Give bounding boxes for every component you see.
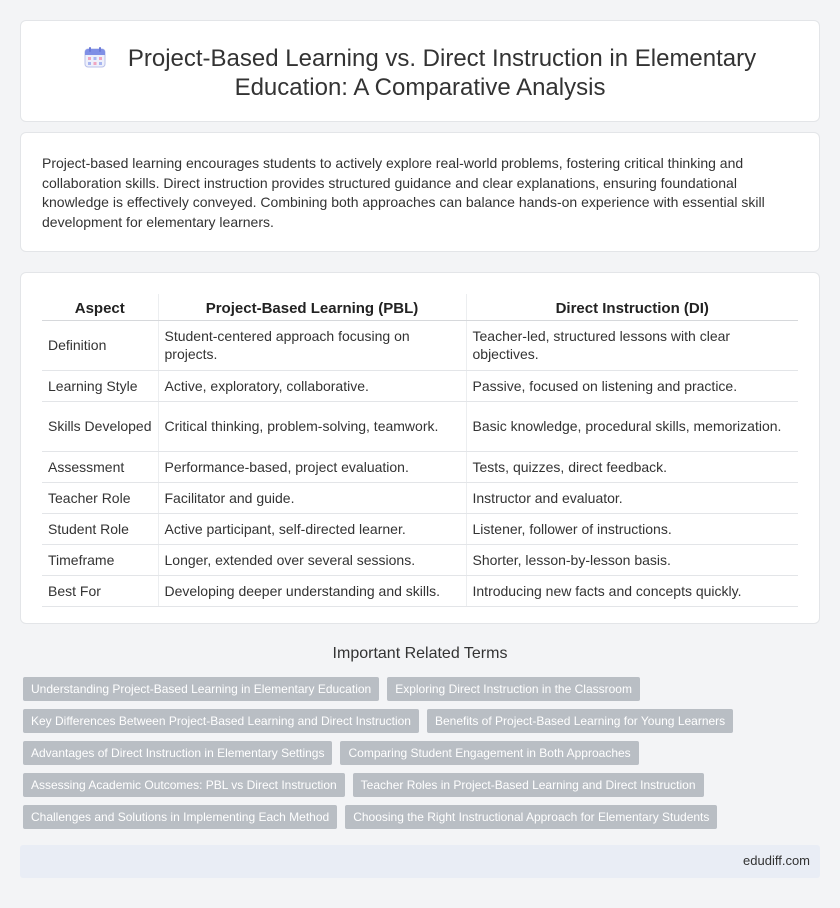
related-terms-list [23, 677, 823, 837]
table-cell-di: Basic knowledge, procedural skills, memorization. [466, 401, 798, 451]
table-cell-di: Listener, follower of instructions. [466, 513, 798, 544]
table-cell-aspect: Assessment [42, 451, 158, 482]
page-title-text: Project-Based Learning vs. Direct Instruction in Elementary Education: A Comparative Analysis [127, 45, 757, 101]
table-cell-aspect: Definition [42, 320, 158, 370]
related-term-tag[interactable]: Advantages of Direct Instruction in Elementary Settings [23, 741, 332, 765]
tag-row [23, 677, 823, 701]
header-di: Direct Instruction (DI) [466, 294, 798, 320]
table-header-row [42, 294, 798, 320]
related-term-tag[interactable]: Choosing the Right Instructional Approach for Elementary Students [345, 805, 717, 829]
table-cell-aspect: Skills Developed [42, 401, 158, 451]
table-cell-aspect: Timeframe [42, 544, 158, 575]
table-cell-di: Passive, focused on listening and practice. [466, 370, 798, 401]
header-aspect: Aspect [42, 294, 158, 320]
related-term-tag[interactable]: Teacher Roles in Project-Based Learning and Direct Instruction [353, 773, 704, 797]
table-cell-di: Instructor and evaluator. [466, 482, 798, 513]
related-term-tag[interactable]: Benefits of Project-Based Learning for Young Learners [427, 709, 733, 733]
table-cell-aspect: Best For [42, 575, 158, 606]
table-row [42, 320, 798, 370]
footer [20, 845, 820, 878]
table-cell-di: Teacher-led, structured lessons with clear objectives. [466, 320, 798, 370]
comparison-table [42, 294, 798, 607]
table-cell-pbl: Performance-based, project evaluation. [158, 451, 466, 482]
table-row [42, 513, 798, 544]
calendar-icon [84, 46, 106, 68]
table-row [42, 544, 798, 575]
related-term-tag[interactable]: Exploring Direct Instruction in the Classroom [387, 677, 640, 701]
table-row [42, 370, 798, 401]
tag-row [23, 709, 823, 733]
related-term-tag[interactable]: Comparing Student Engagement in Both Approaches [340, 741, 638, 765]
related-term-tag[interactable]: Understanding Project-Based Learning in Elementary Education [23, 677, 379, 701]
title-wrap [61, 44, 779, 102]
table-cell-di: Tests, quizzes, direct feedback. [466, 451, 798, 482]
comparison-table-card [20, 272, 820, 624]
table-cell-aspect: Learning Style [42, 370, 158, 401]
intro-card [20, 132, 820, 252]
tag-row [23, 741, 823, 765]
table-cell-pbl: Critical thinking, problem-solving, teamwork. [158, 401, 466, 451]
header-pbl: Project-Based Learning (PBL) [158, 294, 466, 320]
title-card [20, 20, 820, 122]
tag-row [23, 805, 823, 829]
related-term-tag[interactable]: Challenges and Solutions in Implementing Each Method [23, 805, 337, 829]
table-cell-pbl: Active, exploratory, collaborative. [158, 370, 466, 401]
table-cell-pbl: Developing deeper understanding and skills. [158, 575, 466, 606]
table-cell-aspect: Student Role [42, 513, 158, 544]
table-cell-di: Introducing new facts and concepts quickly. [466, 575, 798, 606]
table-cell-pbl: Student-centered approach focusing on projects. [158, 320, 466, 370]
table-row [42, 482, 798, 513]
table-cell-aspect: Teacher Role [42, 482, 158, 513]
related-term-tag[interactable]: Key Differences Between Project-Based Learning and Direct Instruction [23, 709, 419, 733]
table-row [42, 401, 798, 451]
table-cell-di: Shorter, lesson-by-lesson basis. [466, 544, 798, 575]
table-cell-pbl: Longer, extended over several sessions. [158, 544, 466, 575]
intro-text: Project-based learning encourages students to actively explore real-world problems, fostering critical thinking and collaboration skills. Direct instruction provides structured guidance and clear explanations, ensuring foundational knowledge is effectively conveyed. Combining both approaches can balance hands-on experience with essential skill development for elementary learners. [42, 155, 765, 230]
table-cell-pbl: Facilitator and guide. [158, 482, 466, 513]
page-title [61, 44, 779, 102]
footer-site-link[interactable]: edudiff.com [743, 853, 810, 868]
related-term-tag[interactable]: Assessing Academic Outcomes: PBL vs Direct Instruction [23, 773, 345, 797]
table-row [42, 575, 798, 606]
table-cell-pbl: Active participant, self-directed learner. [158, 513, 466, 544]
table-row [42, 451, 798, 482]
tag-row [23, 773, 823, 797]
related-terms-heading: Important Related Terms [332, 645, 508, 662]
